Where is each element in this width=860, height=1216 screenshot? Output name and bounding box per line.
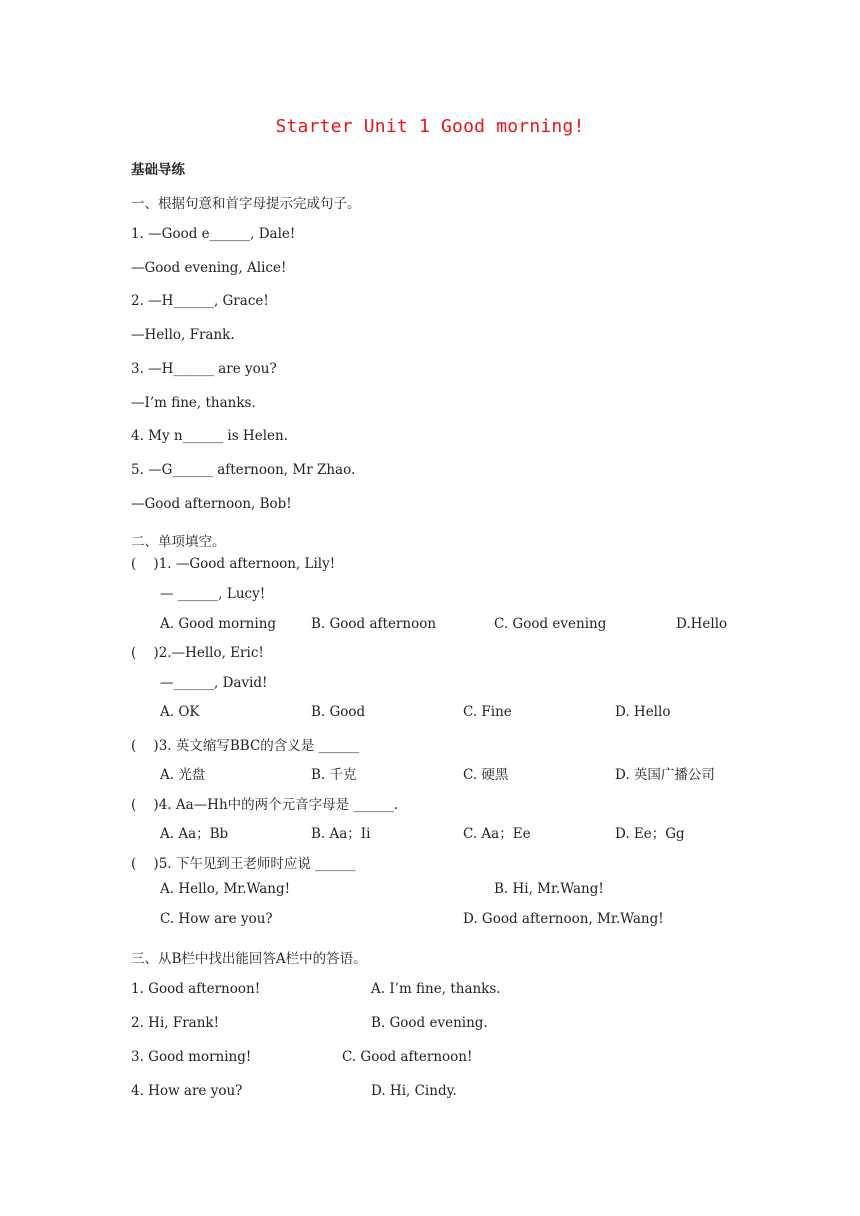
q5-option-b: B. Hi, Mr.Wang! xyxy=(494,881,604,897)
s1-line: —Hello, Frank. xyxy=(131,327,235,343)
q3-option-c: C. 硬黑 xyxy=(463,767,509,783)
s1-line: —I’m fine, thanks. xyxy=(131,395,256,411)
q5-option-d: D. Good afternoon, Mr.Wang! xyxy=(463,911,664,927)
q2-option-c: C. Fine xyxy=(463,704,512,720)
q2-option-a: A. OK xyxy=(160,704,200,720)
q4-option-b: B. Aa；Ii xyxy=(311,826,371,842)
s3-column-a-item: 3. Good morning! xyxy=(131,1049,252,1065)
s1-line: 5. —G______ afternoon, Mr Zhao. xyxy=(131,462,356,478)
s1-line: 2. —H______, Grace! xyxy=(131,293,269,309)
section-heading: 基础导练 xyxy=(131,162,185,178)
s1-line: 4. My n______ is Helen. xyxy=(131,428,288,444)
s1-line: 1. —Good e______, Dale! xyxy=(131,226,296,242)
s1-line: —Good evening, Alice! xyxy=(131,260,287,276)
s3-column-a-item: 4. How are you? xyxy=(131,1083,243,1099)
q1-reply: — ______, Lucy! xyxy=(160,586,266,602)
s3-column-b-item: B. Good evening. xyxy=(371,1015,488,1031)
q3-option-b: B. 千克 xyxy=(311,767,357,783)
q1-option-c: C. Good evening xyxy=(494,616,607,632)
q1-option-a: A. Good morning xyxy=(160,616,277,632)
q3-option-d: D. 英国广播公司 xyxy=(615,767,715,783)
q1-stem: ( )1. —Good afternoon, Lily! xyxy=(131,556,336,572)
q4-option-a: A. Aa；Bb xyxy=(160,826,229,842)
s1-line: —Good afternoon, Bob! xyxy=(131,496,292,512)
s3-column-a-item: 2. Hi, Frank! xyxy=(131,1015,220,1031)
q4-option-c: C. Aa；Ee xyxy=(463,826,531,842)
q2-option-b: B. Good xyxy=(311,704,366,720)
q3-stem: ( )3. 英文缩写BBC的含义是 ______ xyxy=(131,738,360,754)
q5-option-c: C. How are you? xyxy=(160,911,273,927)
q1-option-d: D.Hello xyxy=(676,616,728,632)
q5-stem: ( )5. 下午见到王老师时应说 ______ xyxy=(131,856,356,872)
section3-title: 三、从B栏中找出能回答A栏中的答语。 xyxy=(131,951,367,967)
page-title: Starter Unit 1 Good morning! xyxy=(275,116,585,137)
s3-column-b-item: A. I’m fine, thanks. xyxy=(371,981,501,997)
section2-title: 二、单项填空。 xyxy=(131,534,226,550)
q4-option-d: D. Ee；Gg xyxy=(615,826,685,842)
s3-column-b-item: D. Hi, Cindy. xyxy=(371,1083,457,1099)
q1-option-b: B. Good afternoon xyxy=(311,616,437,632)
q5-option-a: A. Hello, Mr.Wang! xyxy=(160,881,291,897)
s3-column-a-item: 1. Good afternoon! xyxy=(131,981,261,997)
q4-stem: ( )4. Aa—Hh中的两个元音字母是 ______. xyxy=(131,797,399,813)
s3-column-b-item: C. Good afternoon! xyxy=(342,1049,473,1065)
q3-option-a: A. 光盘 xyxy=(160,767,206,783)
section1-title: 一、根据句意和首字母提示完成句子。 xyxy=(131,196,361,212)
s1-line: 3. —H______ are you? xyxy=(131,361,277,377)
q2-option-d: D. Hello xyxy=(615,704,671,720)
q2-reply: —______, David! xyxy=(160,675,268,691)
q2-stem: ( )2.—Hello, Eric! xyxy=(131,645,264,661)
